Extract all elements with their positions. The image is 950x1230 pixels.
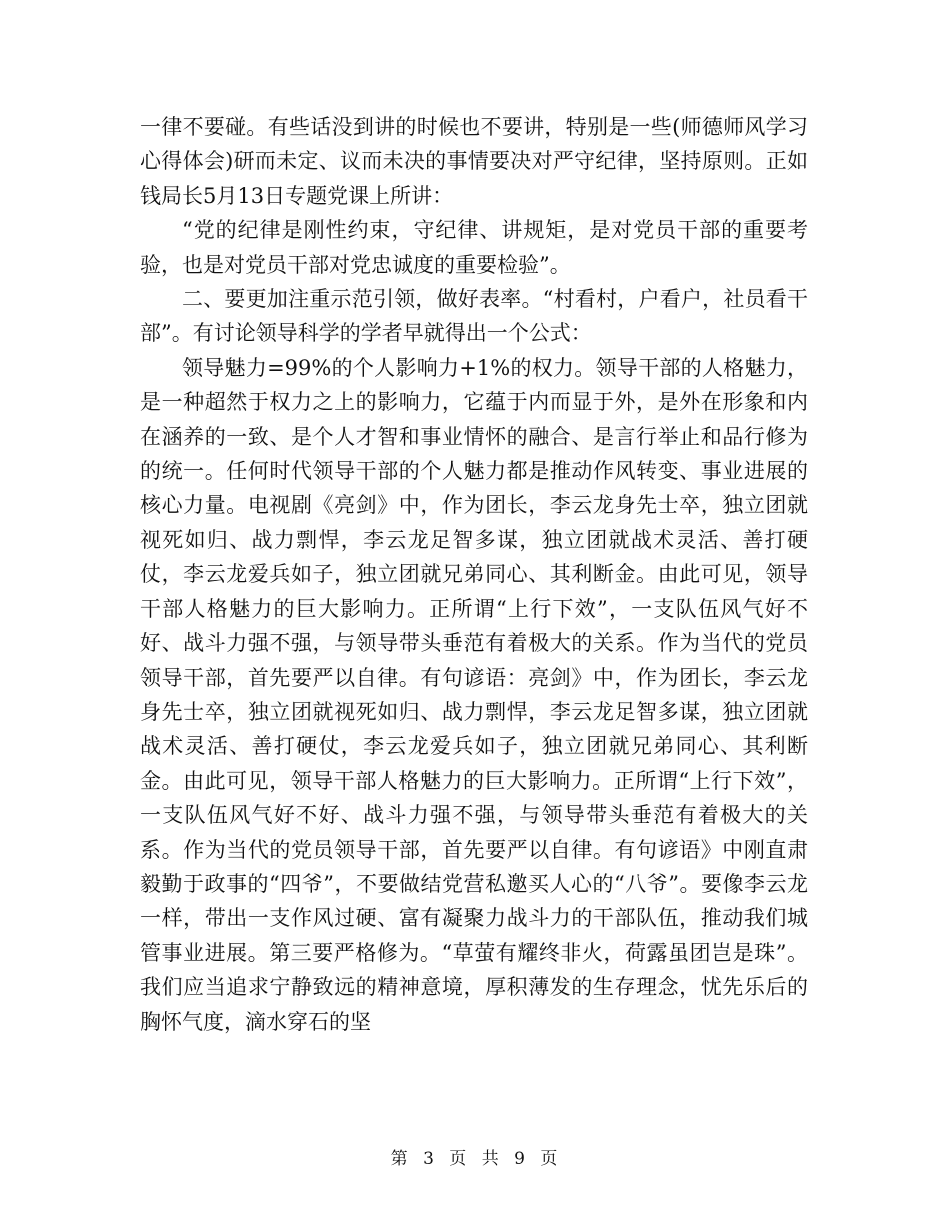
document-body	[140, 110, 808, 1039]
paragraph-3: 二、要更加注重示范引领，做好表率。“村看村，户看户，社员看干部”。有讨论领导科学的学者早就得出一个公式：	[140, 287, 808, 346]
paragraph-2: “党的纪律是刚性约束，守纪律、讲规矩，是对党员干部的重要考验，也是对党员干部对党忠诚度的重要检验”。	[140, 218, 808, 277]
footer-current-page: 3	[423, 1149, 436, 1169]
paragraph-4: 领导魅力=99%的个人影响力+1%的权力。领导干部的人格魅力，是一种超然于权力之上的影响力，它蕴于内而显于外，是外在形象和内在涵养的一致、是个人才智和事业情怀的融合、是言行举止和品行修为的统一。任何时代领导干部的个人魅力都是推动作风转变、事业进展的核心力量。电视剧《亮剑》中，作为团长，李云龙身先士卒，独立团就视死如归、战力剽悍，李云龙足智多谋，独立团就战术灵活、善打硬仗，李云龙爱兵如子，独立团就兄弟同心、其利断金。由此可见，领导干部人格魅力的巨大影响力。正所谓“上行下效”，一支队伍风气好不好、战斗力强不强，与领导带头垂范有着极大的关系。作为当代的党员领导干部，首先要严以自律。有句谚语：亮剑》中，作为团长，李云龙身先士卒，独立团就视死如归、战力剽悍，李云龙足智多谋，独立团就战术灵活、善打硬仗，李云龙爱兵如子，独立团就兄弟同心、其利断金。由此可见，领导干部人格魅力的巨大影响力。正所谓“上行下效”，一支队伍风气好不好、战斗力强不强，与领导带头垂范有着极大的关系。作为当代的党员领导干部，首先要严以自律。有句谚语》中刚直肃毅勤于政事的“四爷”，不要做结党营私邀买人心的“八爷”。要像李云龙一样，带出一支作风过硬、富有凝聚力战斗力的干部队伍，推动我们城管事业进展。第三要严格修为。“草萤有耀终非火，荷露虽团岂是珠”。我们应当追求宁静致远的精神意境，厚积薄发的生存理念，忧先乐后的胸怀气度，滴水穿石的坚	[140, 355, 808, 1034]
footer-label-page: 第	[390, 1149, 410, 1169]
page-footer	[0, 1144, 950, 1169]
footer-label-total: 共	[481, 1149, 501, 1169]
footer-label-total-unit: 页	[540, 1149, 560, 1169]
paragraph-1: 一律不要碰。有些话没到讲的时候也不要讲，特别是一些(师德师风学习心得体会)研而未定、议而未决的事情要决对严守纪律，坚持原则。正如钱局长5月13日专题党课上所讲：	[140, 115, 808, 208]
footer-total-pages: 9	[514, 1149, 527, 1169]
footer-label-page-unit: 页	[449, 1149, 469, 1169]
